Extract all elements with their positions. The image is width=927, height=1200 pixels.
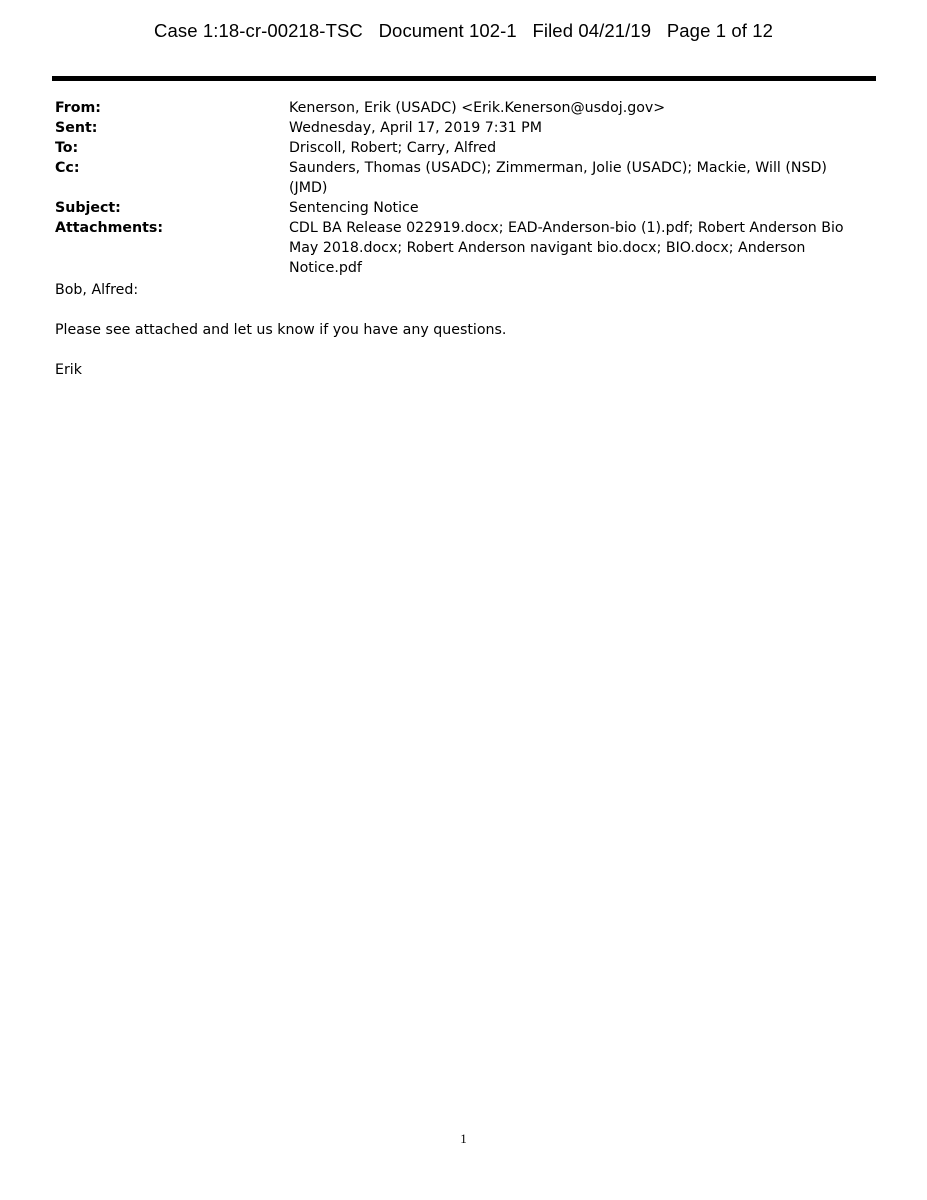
- email-header-fields: [55, 98, 869, 278]
- cc-row: [55, 158, 869, 198]
- cc-value: Saunders, Thomas (USADC); Zimmerman, Jolie (USADC); Mackie, Will (NSD) (JMD): [289, 160, 827, 196]
- sent-value: Wednesday, April 17, 2019 7:31 PM: [289, 120, 542, 136]
- attachments-label: Attachments:: [55, 220, 164, 236]
- email-body: [55, 280, 855, 400]
- subject-value: Sentencing Notice: [289, 200, 419, 216]
- header-divider: [52, 76, 876, 81]
- sent-label: Sent:: [55, 120, 98, 136]
- subject-row: [55, 198, 869, 218]
- from-label: From:: [55, 100, 101, 116]
- signature: Erik: [55, 362, 82, 378]
- subject-label: Subject:: [55, 200, 121, 216]
- attachments-row: [55, 218, 869, 278]
- sent-row: [55, 118, 869, 138]
- to-row: [55, 138, 869, 158]
- to-label: To:: [55, 140, 79, 156]
- greeting: Bob, Alfred:: [55, 282, 139, 298]
- to-value: Driscoll, Robert; Carry, Alfred: [289, 140, 497, 156]
- attachments-value: CDL BA Release 022919.docx; EAD-Anderson-bio (1).pdf; Robert Anderson Bio May 2018.docx; Robert Anderson navigant bio.docx; BIO.docx; Anderson Notice.pdf: [289, 220, 844, 276]
- message: Please see attached and let us know if you have any questions.: [55, 322, 507, 338]
- page-number: 1: [460, 1131, 467, 1146]
- from-value: Kenerson, Erik (USADC) <Erik.Kenerson@usdoj.gov>: [289, 100, 666, 116]
- from-row: [55, 98, 869, 118]
- cc-label: Cc:: [55, 160, 80, 176]
- case-header: Case 1:18-cr-00218-TSC Document 102-1 Filed 04/21/19 Page 1 of 12: [154, 20, 773, 41]
